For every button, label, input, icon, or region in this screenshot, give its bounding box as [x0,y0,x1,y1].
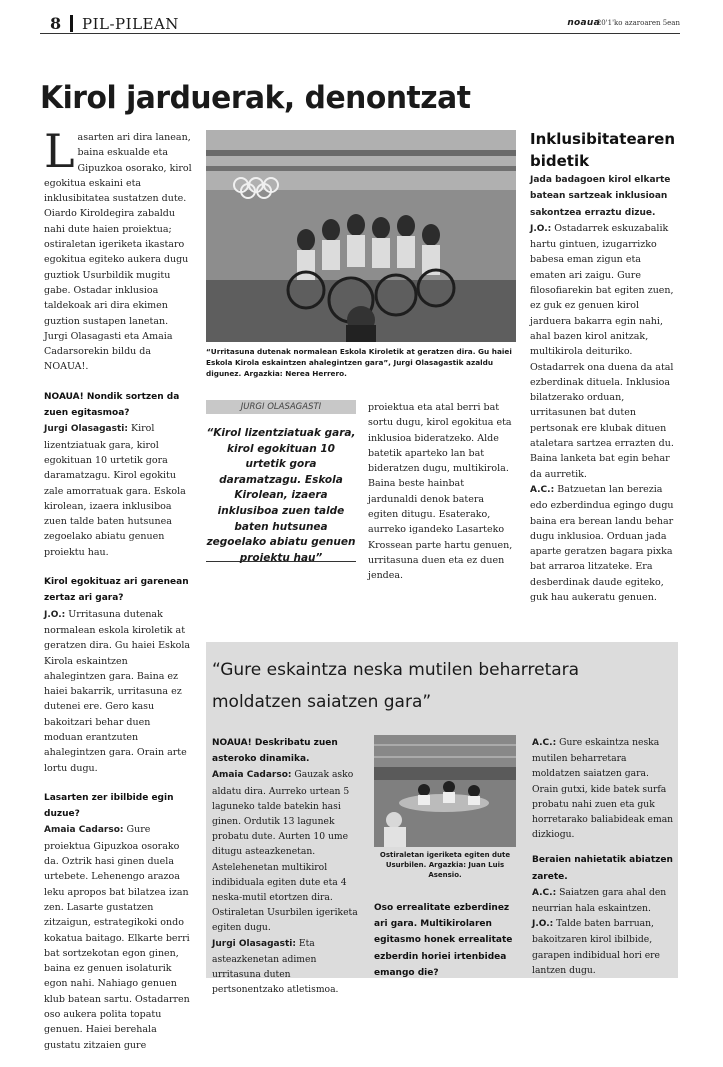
question: Beraien nahietatik abiatzen zarete. [532,855,673,882]
answer: Talde baten barruan, bakoitzaren kirol ibilbide, garapen indibidual hori ere lantzen dugu. [532,918,660,976]
question: Oso errealitate ezberdinez ari gara. Multikirolaren egitasmo honek errealitate ezberdin horiei irtenbidea emango die? [374,903,513,978]
interview-column-3 [532,735,674,988]
pull-quote-text: “Kirol lizentziatuak gara, kirol egokituan 10 urtetik gora daramatzagu. Eskola Kirolean, izaera inklusiboa zuen talde baten hutsunea zegoelako abiatu genuen proiektu hau” [206,427,356,564]
team-photo-image [206,130,516,342]
body-paragraph: proiektua eta atal berri bat sortu dugu, kirol egokitua eta inklusioa bideratzeko. Alde batetik aparteko lan bat bideratzen dugu, multikirola. Baina beste hainbat jardunaldi denok batera egiten ditugu. Esaterako, aurreko igandeko Lasarteko Krossean parte hartu genuen, urritasuna duen eta ez duen jendea. [368,402,513,582]
answer: Urritasuna dutenak normalean eskola kiroletik at geratzen dira. Gu haiei Eskola Kirola eskaintzen ahalegintzen gara. Baina ez haiei bakarrik, urritasuna ez dutenei ere. Gero kasu bakoitzari behar duen moduan erantzuten ahalegintzen gara. Orain arte lortu dugu. [44,608,191,774]
speaker: J.O.: [44,609,66,620]
page-number: 8 [50,14,62,33]
question: Jada badagoen kirol elkarte batean sartzeak inklusioan sakontzea erraztu dizue. [530,175,671,218]
article-headline: Kirol jarduerak, denontzat [40,80,471,116]
page-header [40,14,680,34]
swimming-photo [374,735,516,847]
speaker: A.C.: [532,887,557,898]
qa-block [44,574,192,776]
interview-column-1 [212,735,362,1007]
speaker: A.C.: [530,484,555,495]
question: Lasarten zer ibilbide egin duzue? [44,792,174,820]
interview-column-2 [374,900,516,991]
qa-block [532,735,674,842]
qa-block [532,852,674,978]
issue-date: 20'1'ko azaroaren 5ean [596,19,680,27]
article-column-1 [44,124,192,1067]
speaker: J.O.: [532,919,554,930]
article-column-4 [530,128,678,619]
speaker: Amaia Cadarso: [44,825,124,836]
subhead: Inklusibitatearen bidetik [530,130,676,170]
photo-caption: “Urritasuna dutenak normalean Eskola Kiroletik at geratzen dira. Gu haiei Eskola Kirola eskaintzen ahalegintzen gara”, Jurgi Olasagastik azaldu digunez. Argazkia: Nerea Herrero. [206,347,512,378]
interview-box [206,642,678,996]
question: NOAUA! Deskribatu zuen asteroko dinamika. [212,738,338,765]
body-paragraph [530,172,678,605]
qa-block [374,900,516,981]
question: NOAUA! Nondik sortzen da zuen egitasmoa? [44,391,180,419]
answer: Saiatzen gara ahal den neurrian hala eskaintzen. [532,886,667,915]
section-title: PIL-PILEAN [82,15,179,33]
answer: Eta asteazkenetan adimen urritasuna duten pertsonentzako atletismoa. [212,937,339,996]
answer: Gure proiektua Gipuzkoa osorako da. Oztrik hasi ginen duela urtebete. Lehenengo arazoa leku apropos bat bilatzea izan zen. Lasarte gustatzen zitzaigun, estrategikoki ondo kokatua baitago. Elkarte berri bat sortzekotan egon ginen, baina ez genuen isolaturik egon nahi. Nahiago genuen klub batean sartu. Ostadarren oso aukera polita topatu genuen. Haiei berehala gustatu zitzaien gure [44,824,190,1051]
qa-block [44,389,192,560]
answer: Ostadarrek eskuzabalik hartu gintuen, izugarrizko babesa eman zigun eta ematen ari zaigu. Gure filosofiarekin bat egiten zuen, ez guk ez genuen kirol jarduera bakarra egin nahi, ahal bazen kirol anitzak, multikirola deituriko. Ostadarrek ona duena da atal ezberdinak dituela. Inklusioa bilatzerako orduan, urritasunen bat duten pertsonak ere klubak dituen ataletara sartzea errazten du. Baina lanketa bat egin behar da aurretik. [530,222,674,480]
speaker: Jurgi Olasagasti: [212,938,296,949]
drop-cap: L [44,124,75,178]
qa-block [44,790,192,1053]
interview-title: “Gure eskaintza neska mutilen beharretara moldatzen saiatzen gara” [212,660,580,712]
speaker: J.O.: [530,223,552,234]
speaker: Amaia Cadarso: [212,770,292,781]
article-column-3 [368,400,516,598]
lead-paragraph: Lasarten ari dira lanean, baina eskualde eta Gipuzkoa osorako, kirol egokitua eskaini eta inklusibitatea sustatzen dute. Oiardo Kiroldegira zabaldu nahi dute haien proiektua; ostiraletan igeriketa ikastaro egokitua egiteko aukera dugu guztiok Usurbildik mugitu gabe. Ostadar inklusioa taldekoak ari dira ekimen guztion sustapen lanetan. Jurgi Olasagasti eta Amaia Cadarsorekin bildu da NOAUA!. [44,124,192,373]
qa-block [212,735,362,997]
question: Kirol egokituaz ari garenean zertaz ari gara? [44,577,189,604]
answer: Kirol lizentziatuak gara, kirol egokituan 10 urtetik gora daramatzagu. Kirol egokitu zale amorratuak gara. Eskola kirolean, izaera inklusiboa zuen talde baten hutsunea zegoelako abiatu genuen proiektu hau. [44,423,186,558]
team-photo [206,130,516,342]
masthead-logo: noaua [567,18,600,28]
answer: Gure eskaintza neska mutilen beharretara moldatzen saiatzen gara. Orain gutxi, kide batek surfa probatu nahi zuen eta guk horretarako baliabideak eman dizkiogu. [532,737,674,841]
pull-quote-name: JURGI OLASAGASTI [206,400,356,414]
speaker: A.C.: [532,738,557,748]
swimming-photo-caption: Ostiraletan igeriketa egiten dute Usurbilen. Argazkia: Juan Luis Asensio. [379,851,511,879]
section-divider [70,15,73,32]
answer: Gauzak asko aldatu dira. Aurreko urtean 5 laguneko talde batekin hasi ginen. Ordutik 13 lagunek probatu dute. Aurten 10 ume ditugu asteazkenetan. Astelehenetan multikirol indibiduala egiten dute eta 4 neska-mutil etortzen dira. Ostiraletan Usurbilen igeriketa egiten dugu. [212,769,358,934]
answer: Batzuetan lan berezia edo ezberdindua egingo dugu baina era berean landu behar dugu inklusioa. Orduan jada aparte geratzen bagara pixka bat arraroa litzateke. Era desberdinak daude egiteko, guk hau aukeratu genuen. [530,483,674,604]
pull-quote [206,400,356,562]
speaker: Jurgi Olasagasti: [44,424,128,435]
swimming-photo-image [374,735,516,847]
